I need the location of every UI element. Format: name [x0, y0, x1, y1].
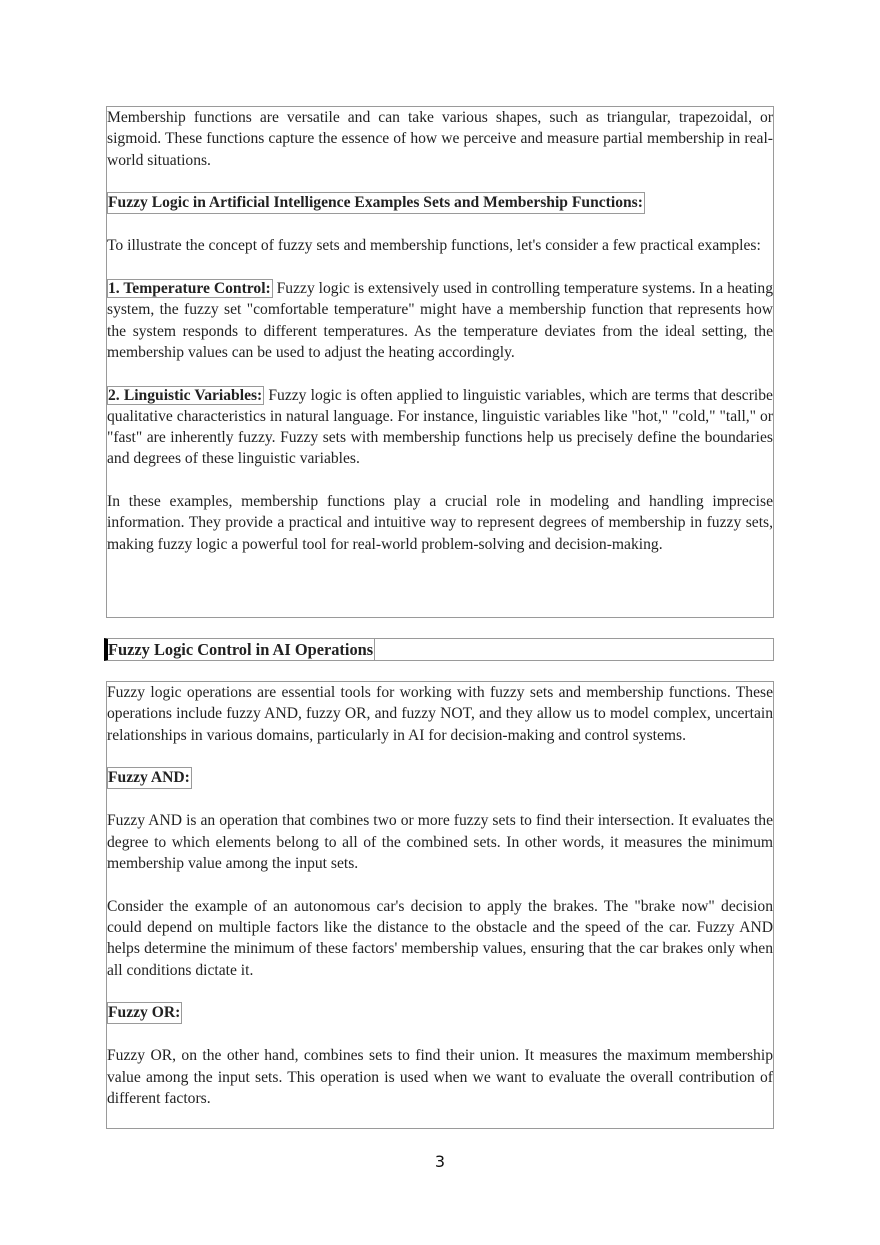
spacer [107, 214, 773, 235]
temperature-control-text: Fuzzy logic is extensively used in controlling temperature systems. In a heating system, the fuzzy set "comfortable temperature" might have a membership function that represents how the system responds to different temperatures. As the temperature deviates from the ideal setting, the membership values can be used to adjust the heating accordingly. [107, 280, 773, 361]
temperature-control-paragraph [107, 278, 773, 363]
spacer [107, 874, 773, 895]
fuzzy-or-heading-line [107, 1002, 773, 1024]
section-heading: Fuzzy Logic Control in AI Operations [108, 640, 374, 659]
fuzzy-and-heading: Fuzzy AND: [107, 767, 192, 789]
fuzzy-and-example-paragraph: Consider the example of an autonomous car's decision to apply the brakes. The "brake now" decision could depend on multiple factors like the distance to the obstacle and the speed of the car. Fuzzy AND helps determine the minimum of these factors' membership values, ensuring that the car brakes only when all conditions dictate it. [107, 897, 773, 979]
spacer [107, 981, 773, 1002]
membership-intro-paragraph: Membership functions are versatile and can take various shapes, such as triangular, trapezoidal, or sigmoid. These functions capture the essence of how we perceive and measure partial membership in real-world situations. [107, 109, 773, 169]
linguistic-variables-text: Fuzzy logic is often applied to linguistic variables, which are terms that describe qualitative characteristics in natural language. For instance, linguistic variables like "hot," "cold," "tall," or "fast" are inherently fuzzy. Fuzzy sets with membership functions help us precisely define the boundaries and degrees of these linguistic variables. [107, 386, 773, 468]
fuzzy-operations-block [106, 681, 774, 1129]
spacer [107, 470, 773, 491]
membership-examples-block [106, 106, 774, 618]
examples-conclusion-paragraph: In these examples, membership functions play a crucial role in modeling and handling imprecise information. They provide a practical and intuitive way to represent degrees of membership in fuzzy sets, making fuzzy logic a powerful tool for real-world problem-solving and decision-making. [107, 493, 773, 553]
linguistic-variables-paragraph [107, 385, 773, 470]
examples-heading: Fuzzy Logic in Artificial Intelligence Examples Sets and Membership Functions: [107, 192, 645, 214]
fuzzy-or-paragraph: Fuzzy OR, on the other hand, combines sets to find their union. It measures the maximum membership value among the input sets. This operation is used when we want to evaluate the overall contribution of different factors. [107, 1047, 773, 1108]
page-number: 3 [434, 1152, 446, 1171]
spacer [107, 363, 773, 384]
temperature-control-heading: 1. Temperature Control: [108, 280, 271, 298]
linguistic-variables-heading: 2. Linguistic Variables: [108, 386, 263, 404]
operations-intro-paragraph: Fuzzy logic operations are essential tools for working with fuzzy sets and membership functions. These operations include fuzzy AND, fuzzy OR, and fuzzy NOT, and they allow us to model complex, uncertain relationships in various domains, particularly in AI for decision-making and control systems. [107, 684, 773, 744]
fuzzy-and-heading-line [107, 767, 773, 789]
spacer [107, 171, 773, 192]
spacer [107, 1024, 773, 1045]
spacer [107, 257, 773, 278]
section-heading-box [104, 638, 774, 661]
illustrate-paragraph: To illustrate the concept of fuzzy sets and membership functions, let's consider a few practical examples: [107, 237, 761, 255]
fuzzy-or-heading: Fuzzy OR: [107, 1002, 182, 1024]
fuzzy-and-paragraph: Fuzzy AND is an operation that combines two or more fuzzy sets to find their intersection. It evaluates the degree to which elements belong to all of the combined sets. In other words, it measures the minimum membership value among the input sets. [107, 812, 773, 873]
spacer [107, 746, 773, 767]
examples-heading-line [107, 192, 773, 214]
spacer [107, 789, 773, 810]
